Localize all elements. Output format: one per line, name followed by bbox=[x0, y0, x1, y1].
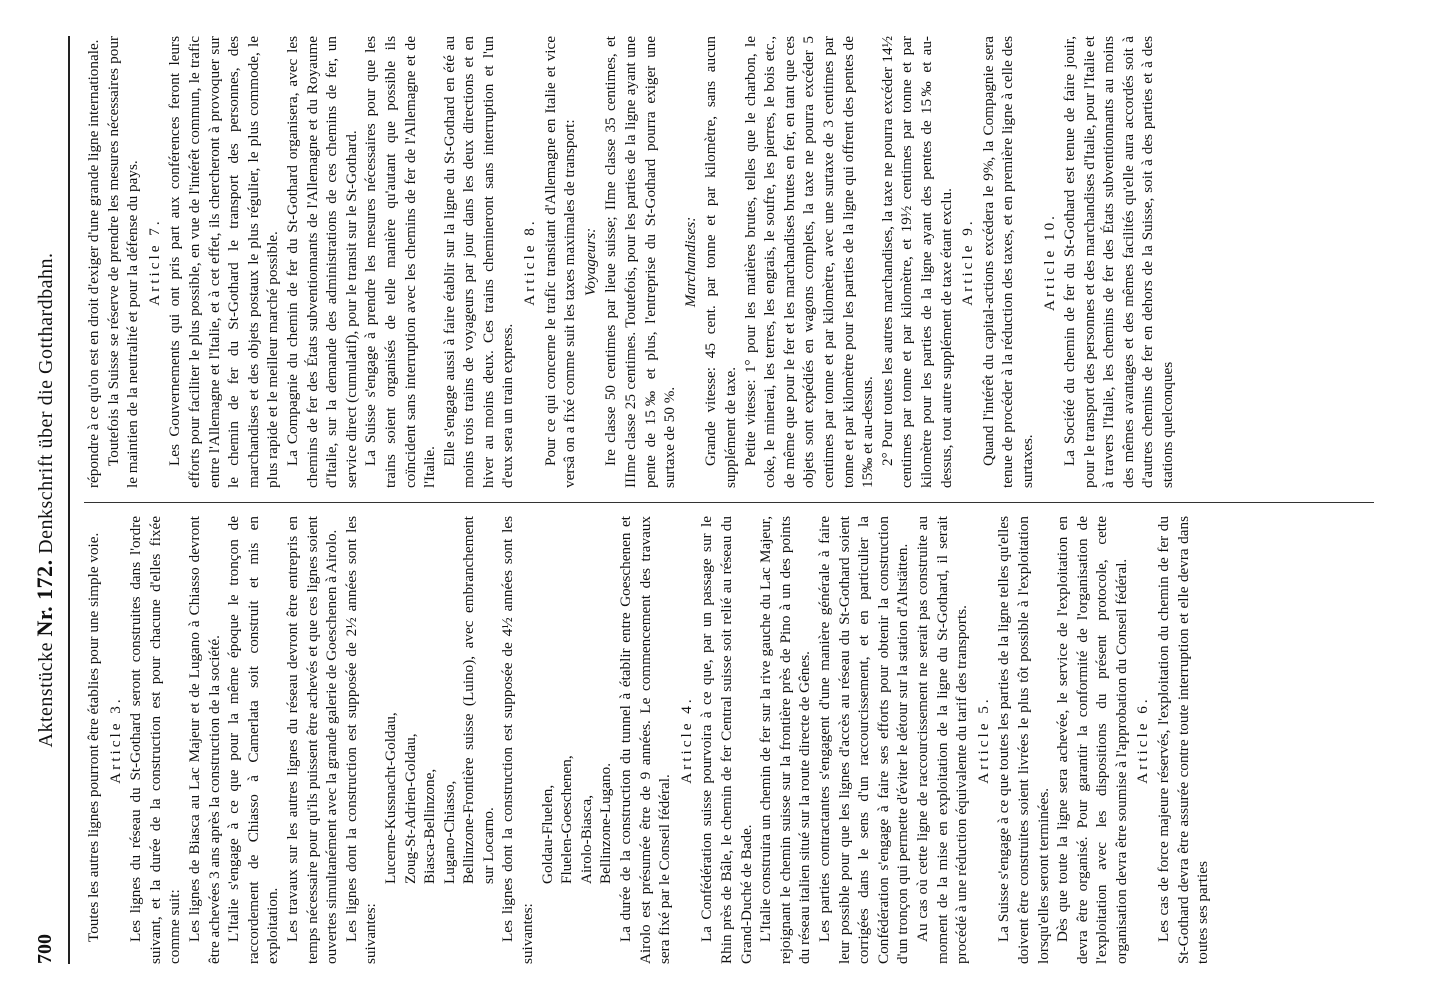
paragraph: La Société du chemin de fer du St-Gothard est tenue de faire jouir, pour le transport des personnes et des marchandises d'Italie, pour l'Italie et à travers l'Italie, les chemins de fer des États subventionnants au moins des mêmes avantages et des mêmes facilités qu'elle aura accordés soit à d'autres chemins de fer en dehors de la Suisse, soit à des parties et à des stations quelconques bbox=[1061, 36, 1177, 488]
paragraph: Les cas de force majeure réservés, l'exploitation du chemin de fer du St-Gothard devra être assurée contre toute interruption et elle devra dans toutes ses parties bbox=[1155, 516, 1212, 964]
article-heading: Article 3. bbox=[106, 696, 124, 784]
paragraph: Dès que toute la ligne sera achevée, le service de l'exploitation en devra être organisé. Pour garantir la conformité de l'organisation de l'exploitation avec les dispositions du présent protocole, cette organisation devra être soumise à l'approbation du Conseil fédéral. bbox=[1054, 516, 1130, 964]
page-header bbox=[32, 36, 62, 964]
article-heading: Article 8. bbox=[521, 218, 539, 306]
paragraph: Toutes les autres lignes pourront être établies pour une simple voie. bbox=[85, 532, 102, 942]
paragraph: Toutefois la Suisse se réserve de prendre les mesures nécessaires pour le maintien de la neutralité et pour la défense du pays. bbox=[104, 36, 142, 488]
paragraph: Grande vitesse: 45 cent. par tonne et par kilomètre, sans aucun supplément de taxe. bbox=[702, 36, 739, 488]
article-heading: Article 4. bbox=[677, 696, 695, 784]
list-item: Bellinzone-Lugano. bbox=[597, 762, 615, 884]
list-item: Lucerne-Kussnacht-Goldau, bbox=[381, 712, 399, 884]
column-separator bbox=[84, 502, 1374, 503]
article-heading: Article 5. bbox=[974, 696, 992, 784]
paragraph: Les lignes dont la construction est supposée de 2½ années sont les suivantes: bbox=[342, 516, 380, 964]
paragraph: Les lignes dont la construction est supposée de 4½ années sont les suivantes: bbox=[499, 516, 537, 964]
article-heading: Article 7. bbox=[145, 218, 163, 306]
paragraph: Les lignes de Biasca au Lac Majeur et de Lugano à Chiasso devront être achevées 3 ans après la construction de la société. bbox=[185, 516, 223, 964]
list-item: Airolo-Biasca, bbox=[577, 795, 595, 884]
list-item: Biasca-Bellinzone, bbox=[421, 768, 439, 884]
list-item: Bellinzone-Frontière suisse (Luino), avec embranchement sur Locarno. bbox=[460, 516, 497, 884]
paragraph: Les parties contractantes s'engagent d'une manière générale à faire leur possible pour que les lignes d'accès au réseau du St-Gothard soient corrigées dans le sens d'un raccourcissement, et en particulier la Confédération s'engage à faire ses efforts pour obtenir la construction d'un tronçon qui permette d'éviter le détour sur la station d'Altstätten. bbox=[815, 516, 912, 964]
paragraph: Les Gouvernements qui ont pris part aux conférences feront leurs efforts pour faciliter le plus possible, en vue de l'intérêt commun, le trafic entre l'Allemagne et l'Italie, et à cet effet, ils chercheront à provoquer sur le chemin de fer du St-Gothard le transport des personnes, des marchandises et des objets postaux le plus régulier, le plus commode, le plus rapide et le meilleur marché possible. bbox=[166, 36, 282, 488]
paragraph: La Suisse s'engage à prendre les mesures nécessaires pour que les trains soient organisés de telle manière qu'autant que possible ils coïncident sans interruption avec les chemins de fer de l'Allemagne et de l'Italie. bbox=[362, 36, 439, 488]
paragraph: Les travaux sur les autres lignes du réseau devront être entrepris en temps nécessaire pour qu'ils puissent être achevés et que ces lignes soient ouvertes simultanément avec la grande galerie de Goeschenen à Airolo. bbox=[283, 516, 341, 964]
paragraph: 2° Pour toutes les autres marchandises, la taxe ne pourra excéder 14½ centimes par tonne et par kilomètre, et 19½ centimes par tonne et par kilomètre pour les parties de la ligne ayant des pentes de 15‰ et au-dessus, tout autre supplément de taxe étant exclu. bbox=[878, 36, 955, 488]
paragraph: L'Italie s'engage à ce que pour la même époque le tronçon de raccordement de Chiasso à Camerlata soit construit et mis en exploitation. bbox=[225, 516, 282, 964]
running-title-right: Denkschrift über die Gotthardbahn. bbox=[35, 252, 57, 554]
subheading: Voyageurs: bbox=[581, 227, 599, 297]
subheading: Marchandises: bbox=[681, 216, 699, 308]
running-title-left: Aktenstücke bbox=[35, 642, 57, 748]
list-item: Fluelen-Goeschenen, bbox=[558, 755, 576, 884]
paragraph: Les lignes du réseau du St-Gothard seront construites dans l'ordre suivant, et la durée de la construction est pour chacune d'elles fixée comme suit: bbox=[127, 516, 184, 964]
paragraph: Quand l'intérêt du capital-actions excédera le 9%, la Compagnie sera tenue de procéder à la réduction des taxes, et en première ligne à celle des surtaxes. bbox=[979, 36, 1036, 488]
header-rule bbox=[68, 36, 70, 964]
paragraph: La Suisse s'engage à ce que toutes les parties de la ligne telles qu'elles doivent être construites soient livrées le plus tôt possible à l'exploitation lorsqu'elles seront terminées. bbox=[995, 516, 1052, 964]
list-item: Zoug-St-Adrien-Goldau, bbox=[401, 733, 419, 884]
article-heading: Article 9. bbox=[959, 218, 977, 306]
paragraph: répondre à ce qu'on est en droit d'exiger d'une grande ligne internationale. bbox=[85, 39, 102, 488]
left-column bbox=[84, 516, 1376, 964]
line-list bbox=[381, 516, 499, 964]
line-list bbox=[538, 516, 616, 964]
paragraph: La durée de la construction du tunnel à établir entre Goeschenen et Airolo est présumée être de 9 années. Le commencement des travaux sera fixé par le Conseil fédéral. bbox=[617, 516, 674, 964]
paragraph: La Compagnie du chemin de fer du St-Gothard organisera, avec les chemins de fer des États subventionnants de l'Allemagne et du Royaume d'Italie, sur la demande des administrations de ces chemins de fer, un service direct (cumulatif), pour le transit sur le St-Gothard. bbox=[283, 36, 360, 488]
document-number: Nr. 172. bbox=[32, 559, 57, 637]
paragraph: Au cas où cette ligne de raccourcissement ne serait pas construite au moment de la mise en exploitation de la ligne du St-Gothard, il serait procédé à une réduction équivalente du tarif des transports. bbox=[913, 516, 971, 964]
right-column bbox=[84, 36, 1376, 488]
paragraph: Petite vitesse: 1° pour les matières brutes, telles que le charbon, le coke, le minerai, les terres, les engrais, le soufre, les pierres, le bois etc., de même que pour le fer et les marchandises brutes en fer, en tant que ces objets sont expédiés en wagons complets, la taxe ne pourra excéder 5 centimes par tonne et par kilomètre, avec une surtaxe de 3 centimes par tonne et par kilomètre pour les parties de la ligne qui offrent des pentes de 15‰ et au-dessus. bbox=[741, 36, 877, 488]
paragraph: L'Italie construira un chemin de fer sur la rive gauche du Lac Majeur, rejoignant le chemin suisse sur la frontière près de Pino à un des points du réseau italien situé sur la route directe de Gênes. bbox=[757, 516, 814, 964]
running-title bbox=[32, 36, 58, 964]
paragraph: Elle s'engage aussi à faire établir sur la ligne du St-Gothard en été au moins trois trains de voyageurs par jour dans les deux directions et en hiver au moins deux. Ces trains chemineront sans interruption et l'un d'eux sera un train express. bbox=[440, 36, 517, 488]
article-heading: Article 6. bbox=[1134, 696, 1152, 784]
paragraph: Ire classe 50 centimes par lieue suisse; IIme classe 35 centimes, et IIIme classe 25 centimes. Toutefois, pour les parties de la ligne ayant une pente de 15‰ et plus, l'entreprise du St-Gothard pourra exiger une surtaxe de 50 %. bbox=[602, 36, 679, 488]
list-item: Lugano-Chiasso, bbox=[440, 780, 458, 884]
paragraph: La Confédération suisse pourvoira à ce que, par un passage sur le Rhin près de Bâle, le chemin de fer Central suisse soit relié au réseau du Grand-Duché de Bade. bbox=[698, 516, 755, 964]
paragraph: Pour ce qui concerne le trafic transitant d'Allemagne en Italie et vice versâ on a fixé comme suit les taxes maximales de transport: bbox=[541, 36, 579, 488]
article-heading: Article 10. bbox=[1040, 213, 1058, 311]
list-item: Goldau-Fluelen, bbox=[538, 784, 556, 884]
page-number: 700 bbox=[34, 934, 56, 964]
